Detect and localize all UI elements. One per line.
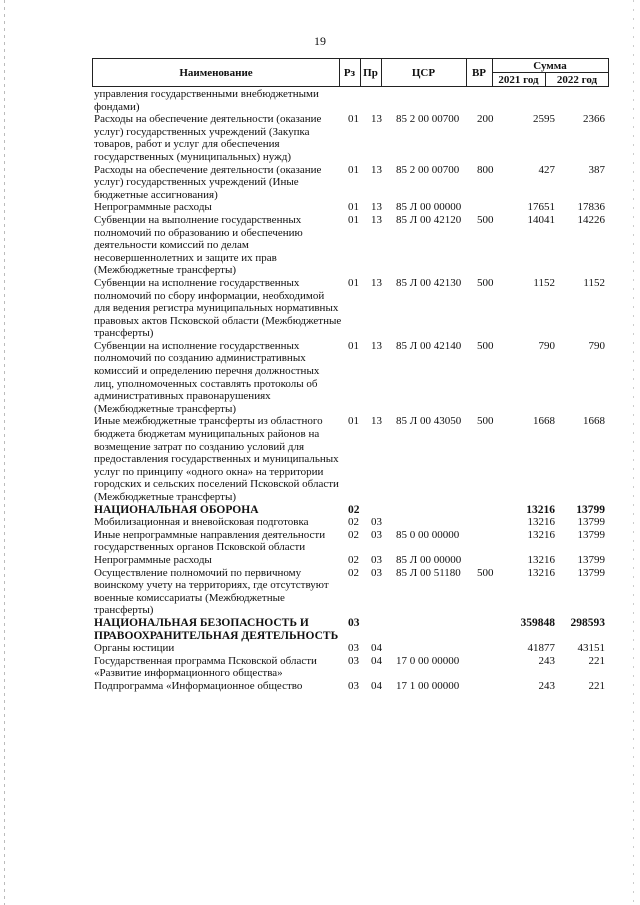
row-csr: 85 Л 00 43050: [396, 415, 462, 428]
row-csr: 85 Л 00 42140: [396, 339, 462, 352]
row-rz: 02: [348, 566, 359, 579]
row-pr: 03: [371, 566, 382, 579]
header-year-2022: 2022 год: [556, 73, 598, 86]
row-csr: [392, 504, 476, 517]
row-year-2022: 13799: [577, 553, 605, 566]
row-csr: 85 Л 00 42120: [396, 213, 462, 226]
row-year-2022: 14226: [577, 213, 605, 226]
row-vr: [476, 201, 503, 214]
row-csr: [392, 516, 476, 529]
row-csr: 85 Л 00 00000: [396, 553, 462, 566]
row-name: Расходы на обеспечение деятельности (оказание услуг) государственных учреждений (Закупка товаров, работ и услуг для обеспечения государственных (муниципальных) нужд): [94, 113, 322, 163]
row-pr: 04: [371, 642, 382, 655]
table-row: [94, 277, 609, 340]
row-year-2021: 13216: [527, 566, 555, 579]
row-pr: [369, 88, 392, 113]
row-year-2021: 13216: [527, 528, 555, 541]
row-vr: [476, 655, 503, 680]
row-vr: 500: [477, 415, 494, 428]
row-year-2022: 790: [588, 339, 605, 352]
row-year-2022: 43151: [577, 642, 605, 655]
row-year-2021: 790: [538, 339, 555, 352]
row-name: Субвенции на выполнение государственных полномочий по образованию и обеспечению деятельности комиссий по делам несовершеннолетних и защите их прав (Межбюджетные трансферты): [94, 213, 303, 277]
row-rz: 01: [348, 339, 359, 352]
row-vr: [476, 617, 503, 642]
row-csr: [392, 642, 476, 655]
row-csr: 17 0 00 00000: [396, 654, 460, 667]
row-pr: 13: [371, 415, 382, 428]
row-year-2022: 13799: [576, 503, 605, 516]
row-year-2021: 17651: [527, 201, 555, 214]
row-year-2021: 13216: [526, 503, 555, 516]
row-rz: 03: [348, 616, 360, 629]
row-year-2022: 17836: [577, 201, 605, 214]
table-row: [94, 88, 609, 113]
row-year-2022: 298593: [570, 616, 605, 629]
row-name: Мобилизационная и вневойсковая подготовка: [94, 516, 309, 529]
row-name: Подпрограмма «Информационное общество: [94, 679, 303, 692]
header-year-2021: 2021 год: [492, 73, 546, 86]
scan-edge-left: [4, 0, 5, 905]
row-csr: 85 2 00 00700: [396, 163, 460, 176]
row-year-2022: 387: [588, 163, 605, 176]
table-row: [94, 655, 609, 680]
table-row: [94, 504, 609, 517]
header-pr: Пр: [360, 59, 382, 86]
row-csr: 17 1 00 00000: [396, 679, 460, 692]
table-row: [94, 567, 609, 617]
table-row: [94, 415, 609, 503]
row-rz: 01: [348, 113, 359, 126]
header-name: Наименование: [93, 59, 340, 86]
row-name: Расходы на обеспечение деятельности (оказание услуг) государственных учреждений (Иные бюджетные ассигнования): [94, 163, 322, 201]
row-rz: 01: [348, 415, 359, 428]
row-rz: 01: [348, 213, 359, 226]
table-row: [94, 617, 609, 642]
row-csr: 85 2 00 00700: [396, 113, 460, 126]
row-year-2022: [555, 88, 605, 113]
table-row: [94, 214, 609, 277]
row-pr: 13: [371, 213, 382, 226]
table-row: [94, 529, 609, 554]
row-vr: 500: [477, 566, 494, 579]
row-year-2022: 221: [588, 679, 605, 692]
row-name: Субвенции на исполнение государственных полномочий по созданию административных комиссий и определению перечня должностных лиц, уполномоченных составлять протоколы об административных правонарушениях (Межбюджетные трансферты): [94, 339, 320, 415]
row-vr: [476, 554, 503, 567]
row-vr: [476, 642, 503, 655]
row-year-2022: 1152: [583, 276, 605, 289]
row-csr: 85 Л 00 42130: [396, 276, 462, 289]
row-pr: 13: [371, 113, 382, 126]
row-name: Иные межбюджетные трансферты из областного бюджета бюджетам муниципальных районов на возмещение затрат по созданию условий для предоставления государственных и муниципальных услуг по принципу «одного окна» на территории городских и сельских поселений Псковской области (Межбюджетные трансферты): [94, 415, 339, 503]
page-number: 19: [314, 34, 326, 48]
row-vr: 200: [477, 113, 494, 126]
row-vr: [476, 504, 503, 517]
row-pr: 04: [371, 679, 382, 692]
row-year-2021: 2595: [533, 113, 555, 126]
row-csr: 85 Л 00 00000: [396, 201, 462, 214]
row-name: НАЦИОНАЛЬНАЯ ОБОРОНА: [94, 503, 259, 516]
table-row: [94, 164, 609, 202]
row-year-2021: 41877: [527, 642, 555, 655]
table-header: [92, 58, 609, 87]
row-name: Государственная программа Псковской области «Развитие информационного общества»: [94, 654, 317, 680]
row-csr: 85 Л 00 51180: [396, 566, 461, 579]
row-name: Органы юстиции: [94, 642, 175, 655]
row-year-2021: 13216: [527, 516, 555, 529]
row-rz: 02: [348, 516, 359, 529]
row-pr: [369, 504, 392, 517]
row-year-2022: 1668: [583, 415, 605, 428]
row-vr: 800: [477, 163, 494, 176]
row-vr: [476, 516, 503, 529]
row-vr: 500: [477, 213, 494, 226]
scan-edge-right: [633, 0, 634, 905]
row-rz: 03: [348, 642, 359, 655]
row-rz: 02: [348, 503, 360, 516]
row-name: Непрограммные расходы: [94, 553, 212, 566]
row-name: НАЦИОНАЛЬНАЯ БЕЗОПАСНОСТЬ И ПРАВООХРАНИТЕЛЬНАЯ ДЕЯТЕЛЬНОСТЬ: [94, 616, 339, 642]
row-year-2022: 13799: [577, 566, 605, 579]
row-vr: 500: [477, 276, 494, 289]
row-pr: 03: [371, 528, 382, 541]
row-pr: 03: [371, 553, 382, 566]
row-year-2022: 221: [588, 654, 605, 667]
row-name: управления государственными внебюджетными фондами): [94, 88, 319, 113]
row-year-2021: 1152: [533, 276, 555, 289]
row-pr: 04: [371, 654, 382, 667]
row-rz: 02: [348, 553, 359, 566]
row-name: Иные непрограммные направления деятельности государственных органов Псковской области: [94, 528, 326, 554]
row-vr: 500: [477, 339, 494, 352]
row-name: Осуществление полномочий по первичному воинскому учету на территориях, где отсутствуют военные комиссариаты (Межбюджетные трансферты): [94, 566, 329, 617]
table-row: [94, 113, 609, 163]
header-rz: Рз: [339, 59, 361, 86]
row-year-2022: 2366: [583, 113, 605, 126]
row-name: Непрограммные расходы: [94, 201, 212, 214]
row-rz: 02: [348, 528, 359, 541]
table-body: [94, 88, 609, 693]
row-year-2022: 13799: [577, 516, 605, 529]
row-rz: 01: [348, 163, 359, 176]
row-year-2021: 359848: [520, 616, 555, 629]
header-csr: ЦСР: [381, 59, 467, 86]
row-csr: [392, 617, 476, 642]
row-vr: [476, 680, 503, 693]
row-year-2021: 243: [538, 679, 555, 692]
row-year-2021: [503, 88, 555, 113]
row-rz: [344, 88, 369, 113]
table-row: [94, 340, 609, 416]
row-name: Субвенции на исполнение государственных полномочий по сбору информации, необходимой для ведения регистра муниципальных нормативных правовых актов Псковской области (Межбюджетные трансферты): [94, 276, 342, 340]
row-year-2021: 1668: [533, 415, 555, 428]
row-year-2021: 14041: [527, 213, 555, 226]
row-vr: [476, 529, 503, 554]
row-csr: [392, 88, 476, 113]
row-pr: 13: [371, 339, 382, 352]
table-row: [94, 516, 609, 529]
row-csr: 85 0 00 00000: [396, 528, 460, 541]
row-year-2021: 243: [538, 654, 555, 667]
row-year-2022: 13799: [577, 528, 605, 541]
header-vr: ВР: [466, 59, 493, 86]
row-rz: 03: [348, 654, 359, 667]
row-pr: [369, 617, 392, 642]
header-sum: Сумма: [492, 59, 608, 73]
row-pr: 13: [371, 276, 382, 289]
row-pr: 03: [371, 516, 382, 529]
row-rz: 01: [348, 276, 359, 289]
row-vr: [476, 88, 503, 113]
table-row: [94, 642, 609, 655]
row-rz: 01: [348, 201, 359, 214]
row-pr: 13: [371, 201, 382, 214]
row-year-2021: 427: [538, 163, 555, 176]
table-row: [94, 201, 609, 214]
table-row: [94, 680, 609, 693]
row-rz: 03: [348, 679, 359, 692]
row-pr: 13: [371, 163, 382, 176]
table-row: [94, 554, 609, 567]
row-year-2021: 13216: [527, 553, 555, 566]
